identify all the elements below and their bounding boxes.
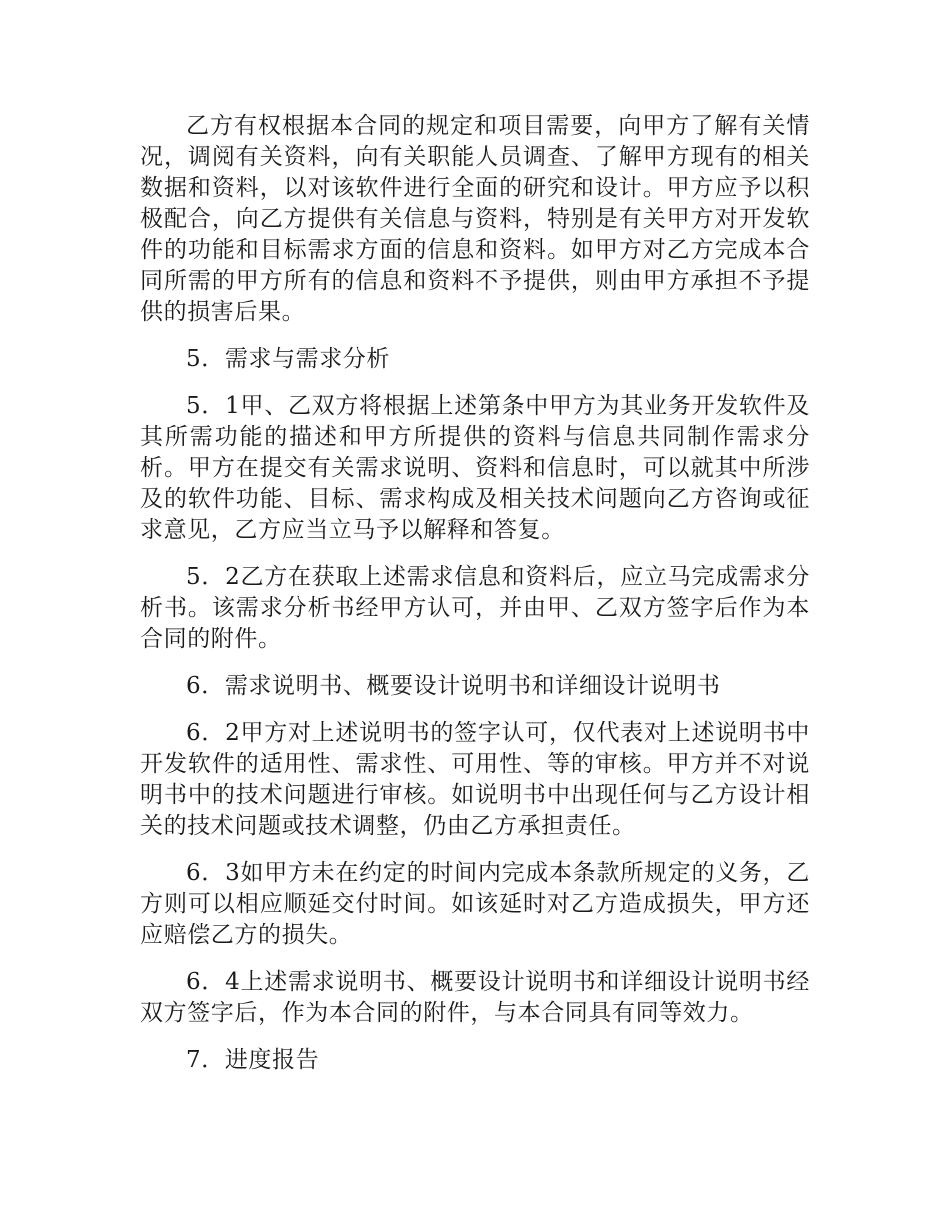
section-heading-7: 7．进度报告 — [186, 1047, 320, 1073]
clause-6-4: 6．4上述需求说明书、概要设计说明书和详细设计说明书经双方签字后，作为本合同的附件，与本合同具有同等效力。 — [140, 969, 810, 1026]
clause-5-2: 5．2乙方在获取上述需求信息和资料后，应立马完成需求分析书。该需求分析书经甲方认可，并由甲、乙双方签字后作为本合同的附件。 — [140, 564, 810, 652]
clause-5-1: 5．1甲、乙双方将根据上述第条中甲方为其业务开发软件及其所需功能的描述和甲方所提供的资料与信息共同制作需求分析。甲方在提交有关需求说明、资料和信息时，可以就其中所涉及的软件功能、目标、需求构成及相关技术问题向乙方咨询或征求意见，乙方应当立马予以解释和答复。 — [140, 393, 810, 543]
paragraph-information-access: 乙方有权根据本合同的规定和项目需要，向甲方了解有关情况，调阅有关资料，向有关职能人员调查、了解甲方现有的相关数据和资料，以对该软件进行全面的研究和设计。甲方应予以积极配合，向乙方提供有关信息与资料，特别是有关甲方对开发软件的功能和目标需求方面的信息和资料。如甲方对乙方完成本合同所需的甲方所有的信息和资料不予提供，则由甲方承担不予提供的损害后果。 — [140, 113, 810, 325]
clause-6-2: 6．2甲方对上述说明书的签字认可，仅代表对上述说明书中开发软件的适用性、需求性、可用性、等的审核。甲方并不对说明书中的技术问题进行审核。如说明书中出现任何与乙方设计相关的技术问题或技术调整，仍由乙方承担责任。 — [140, 720, 810, 839]
clause-6-3: 6．3如甲方未在约定的时间内完成本条款所规定的义务，乙方则可以相应顺延交付时间。如该延时对乙方造成损失，甲方还应赔偿乙方的损失。 — [140, 860, 810, 948]
section-heading-5: 5．需求与需求分析 — [186, 346, 391, 372]
document-body — [140, 111, 810, 1092]
section-heading-6: 6．需求说明书、概要设计说明书和详细设计说明书 — [186, 673, 721, 699]
